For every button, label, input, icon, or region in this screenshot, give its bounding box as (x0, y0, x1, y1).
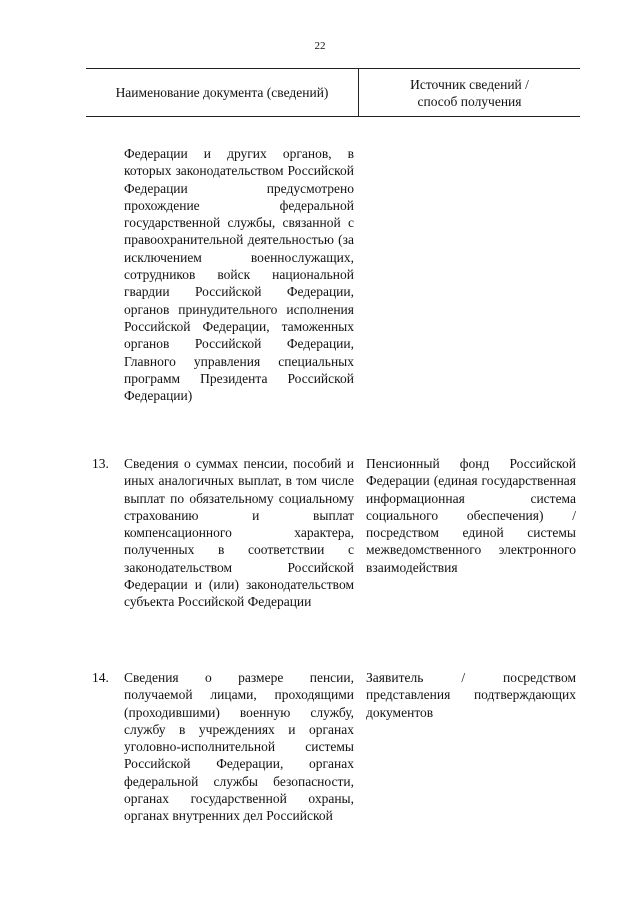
continuation-text: Федерации и других органов, в которых законодательством Российской Федерации предусмотрено прохождение федеральной государственной службы, связанной с правоохранительной деятельностью (за исключением военнослужащих, сотрудников войск национальной гвардии Российской Федерации, органов принудительного исполнения Российской Федерации, таможенных органов Российской Федерации, Главного управления специальных программ Президента Российской Федерации) (124, 146, 354, 404)
header-source: Источник сведений / способ получения (410, 76, 529, 109)
header-document-name: Наименование документа (сведений) (115, 84, 329, 100)
table-header (86, 68, 580, 117)
row-14-source: Заявитель / посредством представления подтверждающих документов (366, 670, 576, 720)
row-13-number: 13. (92, 456, 109, 471)
row-13-source: Пенсионный фонд Российской Федерации (единая государственная информационная система социального обеспечения) / посредством единой системы межведомственного электронного взаимодействия (366, 456, 576, 575)
row-13-document: Сведения о суммах пенсии, пособий и иных аналогичных выплат, в том числе выплат по обязательному социальному страхованию и выплат компенсационного характера, полученных в соответствии с законодательством Российской Федерации и (или) законодательством субъекта Российской Федерации (124, 456, 354, 610)
row-14-document: Сведения о размере пенсии, получаемой лицами, проходящими (проходившими) военную службу, службу в учреждениях и органах уголовно-исполнительной системы Российской Федерации, органах федеральной службы безопасности, органах государственной охраны, органах внутренних дел Российской (124, 670, 354, 824)
row-14-number: 14. (92, 670, 109, 685)
page-number: 22 (314, 40, 326, 52)
